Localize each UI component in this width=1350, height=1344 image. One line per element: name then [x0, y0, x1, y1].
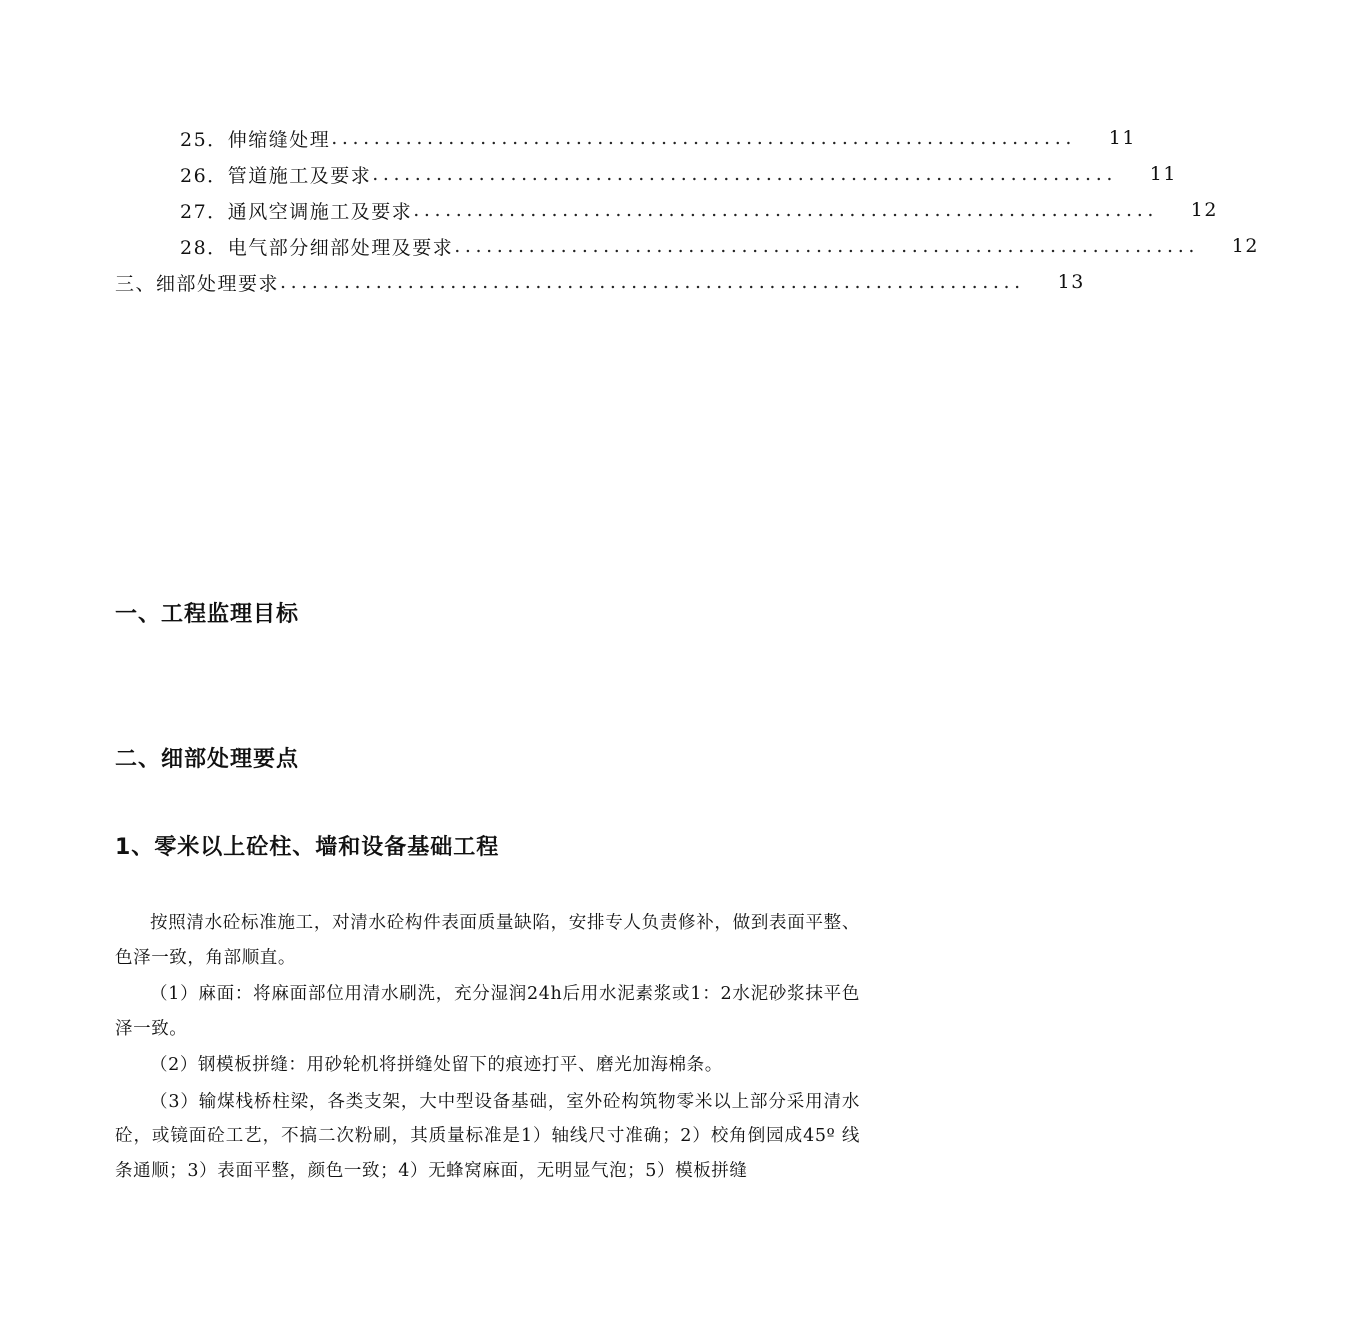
toc-entry[interactable]: [0, 156, 1177, 192]
paragraph: 按照清水砼标准施工，对清水砼构件表面质量缺陷，安排专人负责修补，做到表面平整、色泽一致，角部顺直。: [115, 913, 860, 968]
toc-entry-title: 三、细部处理要求: [115, 272, 280, 295]
toc-entry[interactable]: [0, 120, 1136, 156]
body-text: [115, 906, 860, 1190]
toc-entry-number: 28．: [180, 236, 228, 259]
section-heading-supervision-goal: 一、工程监理目标: [115, 602, 300, 627]
toc-entry-number: 26．: [180, 164, 228, 187]
toc-entry-number: 25．: [180, 128, 228, 151]
toc-entry[interactable]: [0, 228, 1259, 264]
toc-entry-title: 电气部分细部处理及要求: [227, 236, 454, 259]
paragraph: （3）输煤栈桥柱梁，各类支架，大中型设备基础，室外砼构筑物零米以上部分采用清水砼，或镜面砼工艺，不搞二次粉刷，其质量标准是1）轴线尺寸准确；2）校角倒园成45º 线条通顺；3）表面平整，颜色一致；4）无蜂窝麻面，无明显气泡；5）模板拼缝: [115, 1091, 860, 1181]
table-of-contents: [0, 120, 1259, 300]
toc-entry-number: 27．: [180, 200, 228, 223]
toc-leader-dots: ......................................................................: [413, 199, 1158, 221]
toc-leader-dots: ......................................................................: [331, 127, 1076, 149]
paragraph: （2）钢模板拼缝：用砂轮机将拼缝处留下的痕迹打平、磨光加海棉条。: [150, 1055, 723, 1075]
toc-leader-dots: ......................................................................: [454, 235, 1199, 257]
toc-entry-title: 通风空调施工及要求: [227, 200, 413, 223]
toc-entry-page: 11: [1149, 163, 1177, 185]
toc-entry-page: 12: [1190, 199, 1218, 221]
toc-entry[interactable]: [0, 192, 1218, 228]
toc-entry-title: 管道施工及要求: [227, 164, 372, 187]
paragraph: （1）麻面：将麻面部位用清水刷洗，充分湿润24h后用水泥素浆或1：2水泥砂浆抹平色泽一致。: [115, 984, 860, 1039]
toc-leader-dots: ......................................................................: [372, 163, 1117, 185]
toc-entry-title: 伸缩缝处理: [227, 128, 331, 151]
subsection-heading-concrete: 1、零米以上砼柱、墙和设备基础工程: [115, 835, 500, 860]
toc-entry[interactable]: [0, 264, 1085, 300]
section-heading-detail-points: 二、细部处理要点: [115, 747, 300, 772]
toc-entry-page: 11: [1108, 127, 1136, 149]
toc-entry-page: 13: [1057, 271, 1085, 293]
toc-leader-dots: ......................................................................: [280, 271, 1025, 293]
toc-entry-page: 12: [1231, 235, 1259, 257]
